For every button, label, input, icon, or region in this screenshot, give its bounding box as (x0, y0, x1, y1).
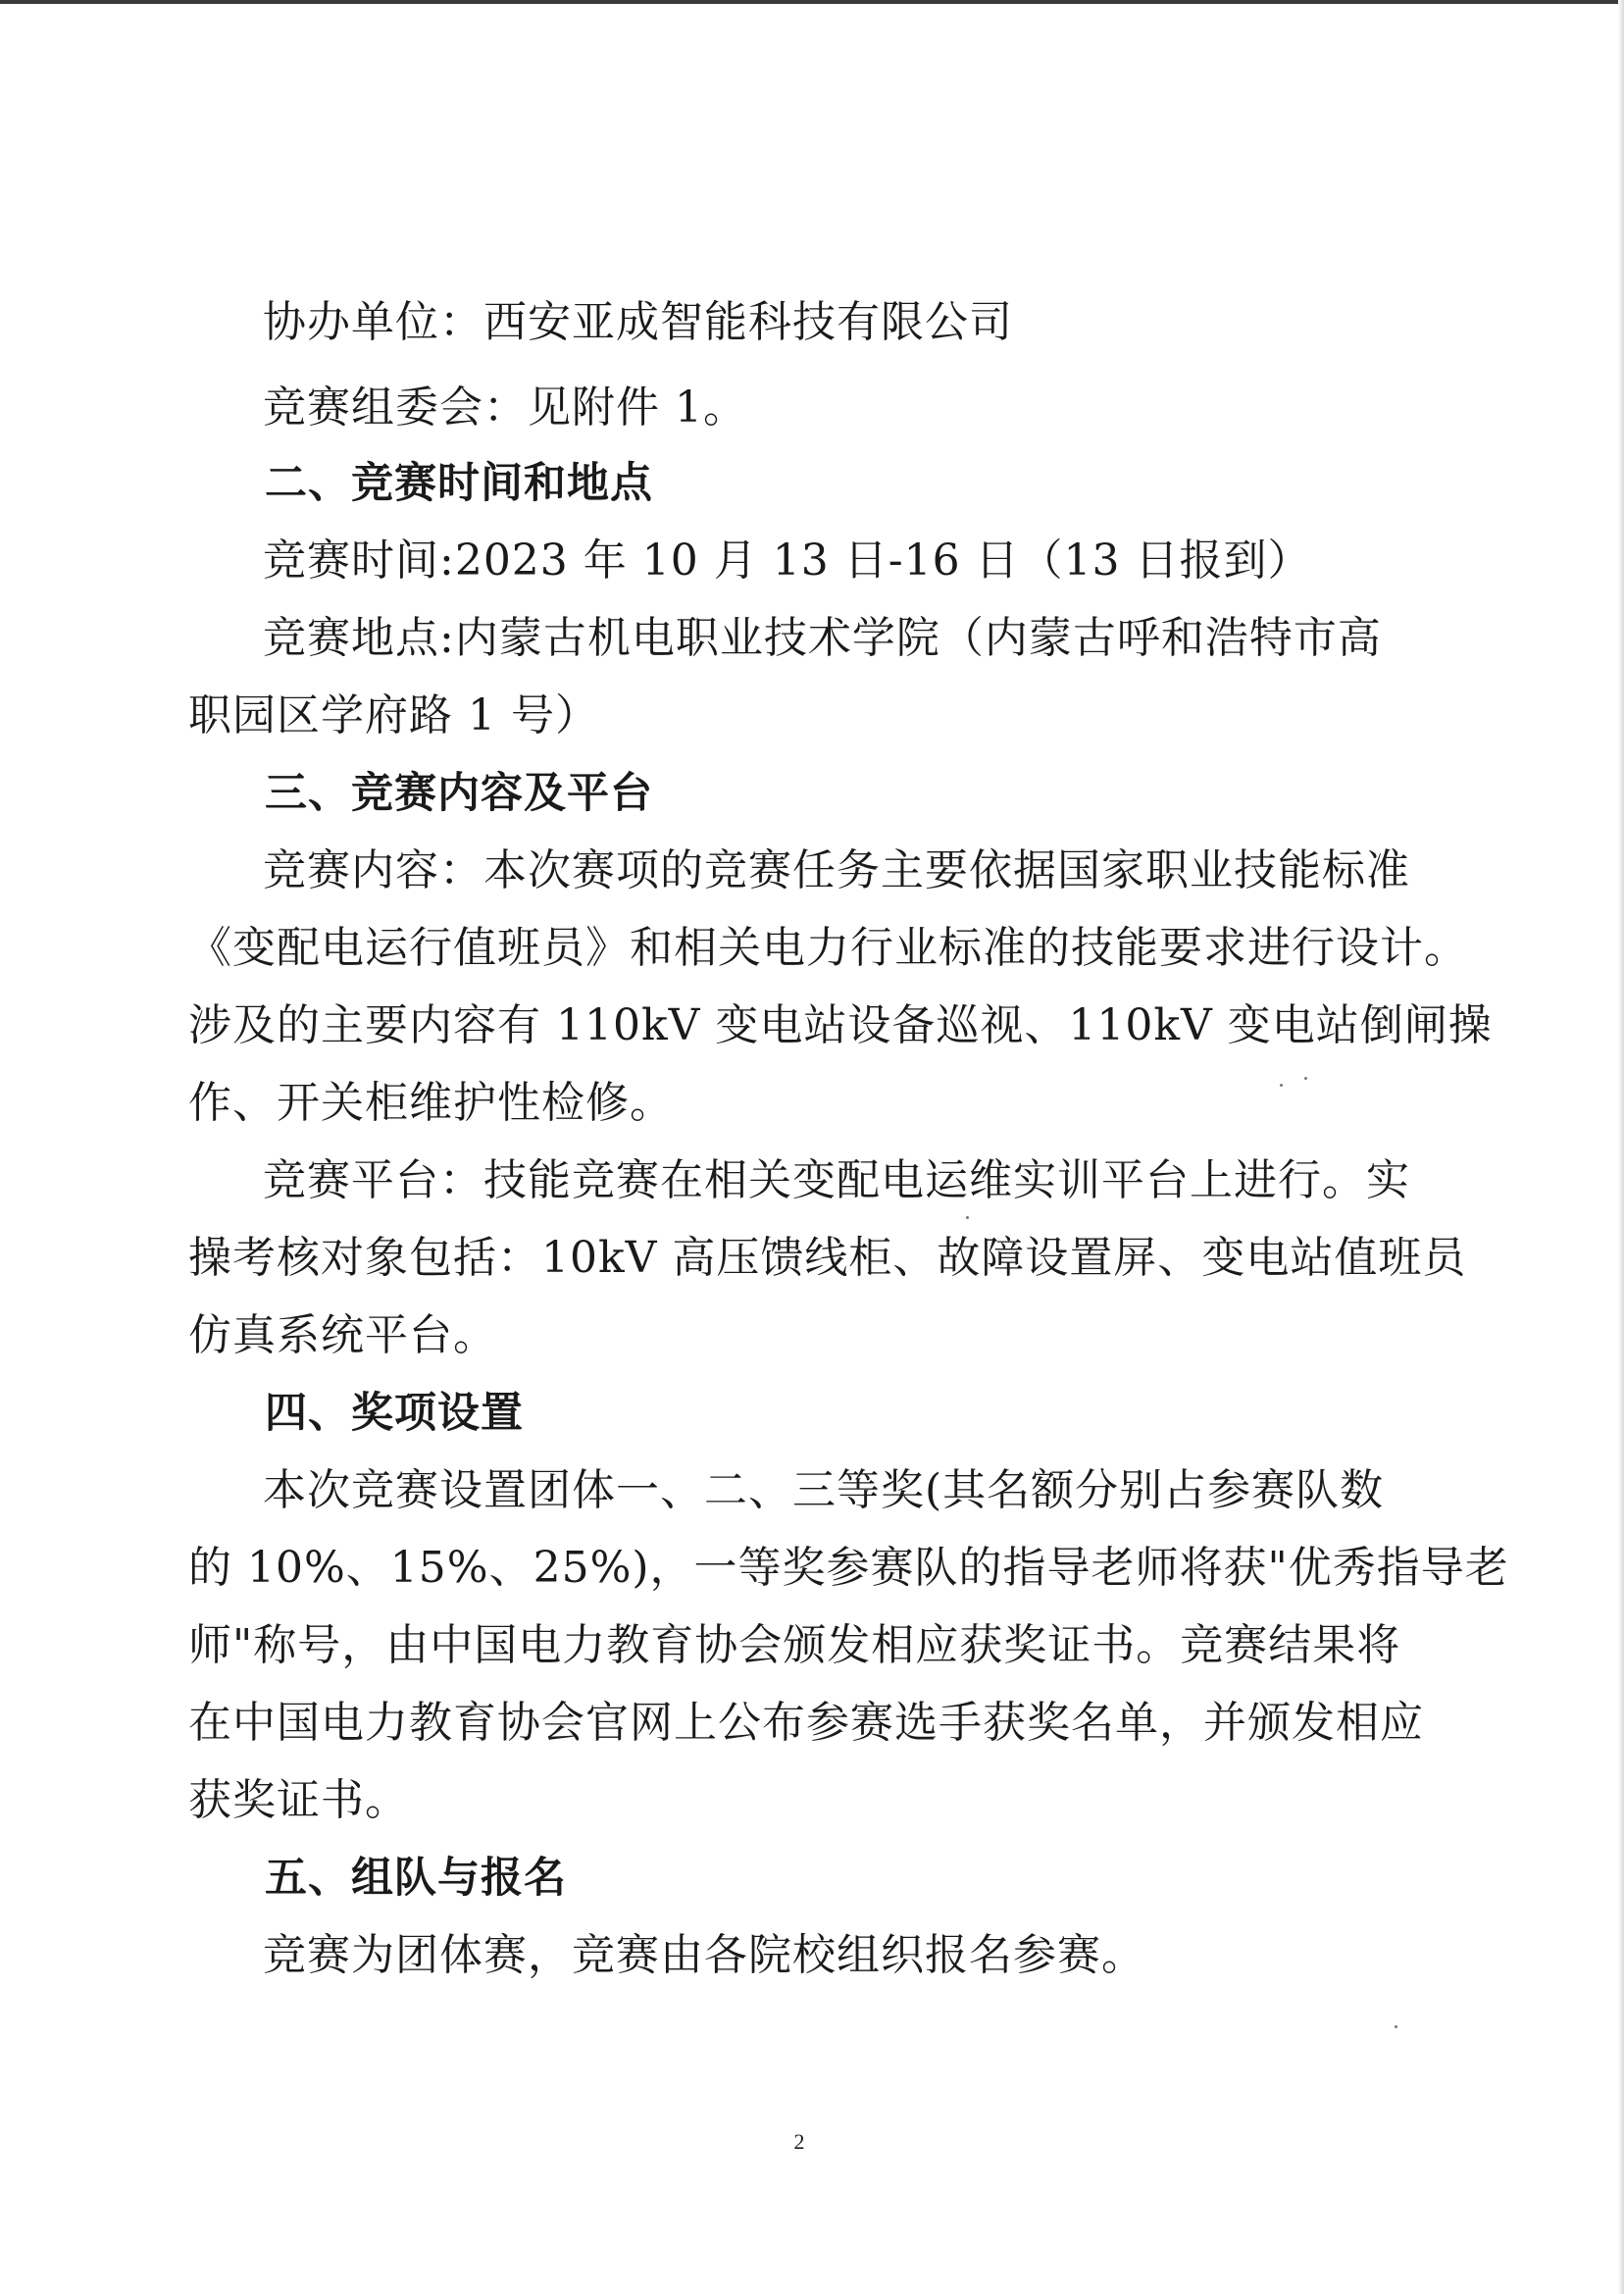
section-heading-content-platform: 三、竞赛内容及平台 (265, 769, 653, 818)
platform-line-1: 竞赛平台：技能竞赛在相关变配电运维实训平台上进行。实 (263, 1155, 1410, 1205)
awards-line-3: 师"称号，由中国电力教育协会颁发相应获奖证书。竞赛结果将 (188, 1620, 1401, 1670)
awards-line-1: 本次竞赛设置团体一、二、三等奖(其名额分别占参赛队数 (263, 1465, 1385, 1515)
competition-venue-line-1: 竞赛地点:内蒙古机电职业技术学院（内蒙古呼和浩特市高 (263, 613, 1382, 663)
scan-right-edge (1618, 0, 1624, 2294)
awards-line-4: 在中国电力教育协会官网上公布参赛选手获奖名单，并颁发相应 (188, 1698, 1424, 1748)
awards-line-2: 的 10%、15%、25%)，一等奖参赛队的指导老师将获"优秀指导老 (188, 1543, 1509, 1593)
competition-time-line: 竞赛时间:2023 年 10 月 13 日-16 日（13 日报到） (263, 535, 1312, 586)
scan-speck (966, 1216, 969, 1219)
section-heading-team-registration: 五、组队与报名 (265, 1854, 567, 1903)
registration-line-1: 竞赛为团体赛，竞赛由各院校组织报名参赛。 (263, 1930, 1145, 1980)
page-number: 2 (793, 2129, 805, 2154)
competition-venue-line-2: 职园区学府路 1 号） (188, 690, 599, 740)
content-line-1: 竞赛内容：本次赛项的竞赛任务主要依据国家职业技能标准 (263, 845, 1410, 895)
committee-line: 竞赛组委会：见附件 1。 (263, 382, 747, 433)
platform-line-2: 操考核对象包括：10kV 高压馈线柜、故障设置屏、变电站值班员 (188, 1233, 1467, 1283)
scan-speck (1304, 1077, 1307, 1080)
section-heading-awards: 四、奖项设置 (265, 1389, 524, 1438)
content-line-4: 作、开关柜维护性检修。 (188, 1078, 674, 1128)
section-heading-time-place: 二、竞赛时间和地点 (265, 459, 653, 508)
awards-line-5: 获奖证书。 (188, 1775, 409, 1825)
scan-top-border (0, 0, 1624, 4)
scan-speck (1280, 1084, 1283, 1087)
scan-speck (1395, 2025, 1397, 2028)
co-organizer-line: 协办单位：西安亚成智能科技有限公司 (263, 297, 1013, 347)
content-line-2: 《变配电运行值班员》和相关电力行业标准的技能要求进行设计。 (188, 923, 1468, 973)
platform-line-3: 仿真系统平台。 (188, 1310, 497, 1360)
content-line-3: 涉及的主要内容有 110kV 变电站设备巡视、110kV 变电站倒闸操 (188, 1000, 1493, 1050)
